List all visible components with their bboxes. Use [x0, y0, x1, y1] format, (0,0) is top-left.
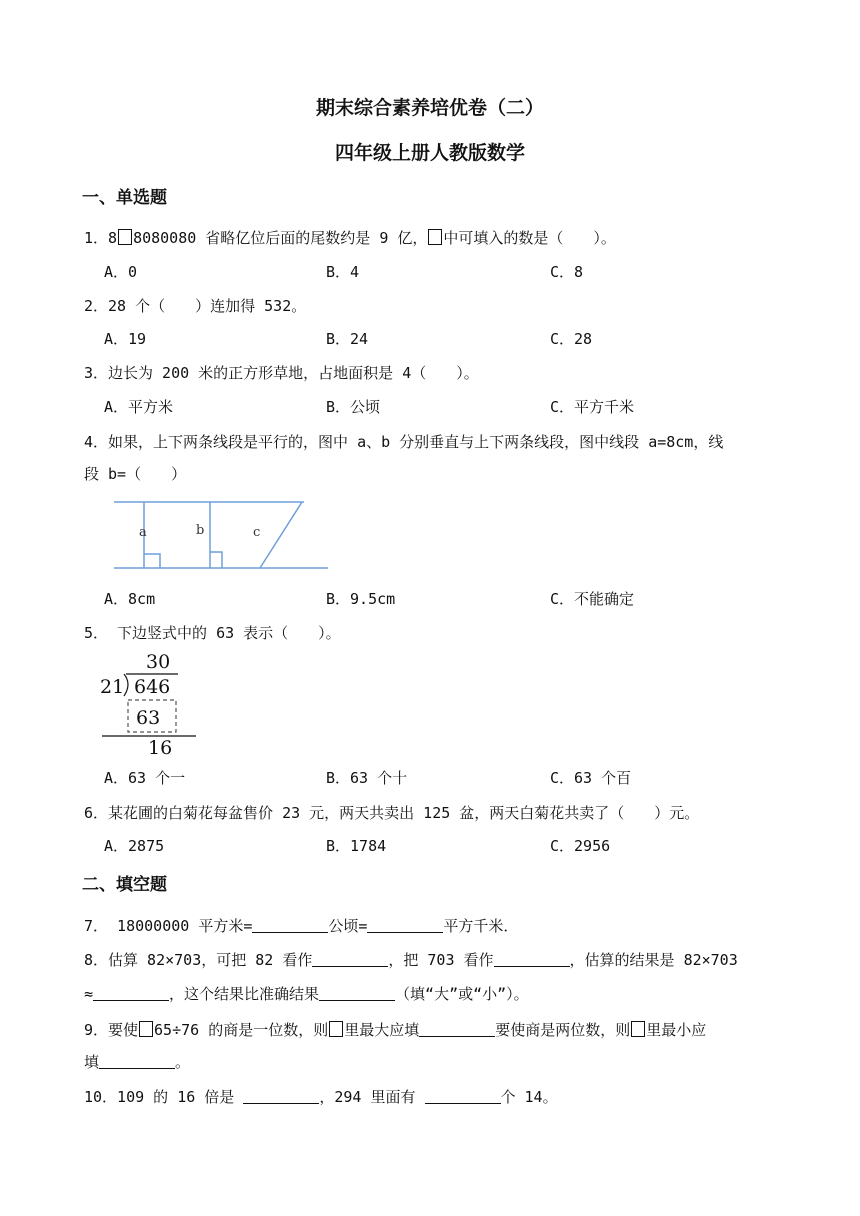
answer-blank[interactable] [425, 1088, 501, 1104]
answer-blank[interactable] [252, 917, 328, 933]
question-9-line2 [84, 1052, 190, 1072]
question-4-line2: 段 b=（ ） [84, 465, 187, 483]
answer-blank[interactable] [494, 951, 570, 967]
answer-blank[interactable] [93, 985, 169, 1001]
option-b[interactable]: B．1784 [326, 837, 387, 855]
option-b[interactable]: B．24 [326, 330, 369, 348]
question-text: 中可填入的数是（ ）。 [443, 229, 616, 247]
question-text: 10．109 的 16 倍是 [84, 1088, 244, 1106]
option-c[interactable]: C．2956 [550, 837, 611, 855]
question-text: ，把 703 看作 [388, 951, 494, 969]
question-text: ，294 里面有 [319, 1088, 425, 1106]
question-text: 。 [175, 1053, 191, 1071]
option-c[interactable]: C．28 [550, 330, 593, 348]
question-8-line2 [84, 984, 529, 1004]
question-text: 8．估算 82×703，可把 82 看作 [84, 951, 313, 969]
question-text: 9．要使 [84, 1021, 139, 1039]
option-a[interactable]: A．0 [104, 263, 138, 281]
label-c: c [253, 525, 261, 540]
blank-box [139, 1021, 153, 1037]
question-4-line1: 4．如果，上下两条线段是平行的，图中 a、b 分别垂直与上下两条线段，图中线段 a=8cm，线 [84, 433, 724, 451]
option-a[interactable]: A．2875 [104, 837, 165, 855]
option-a[interactable]: A．平方米 [104, 398, 174, 416]
remainder: 16 [148, 737, 173, 759]
question-1 [84, 228, 616, 248]
question-text: 要使商是两位数，则 [495, 1021, 631, 1039]
option-c[interactable]: C．平方千米 [550, 398, 635, 416]
option-a[interactable]: A．19 [104, 330, 147, 348]
answer-blank[interactable] [99, 1053, 175, 1069]
question-10 [84, 1087, 558, 1107]
question-3: 3．边长为 200 米的正方形草地，占地面积是 4（ ）。 [84, 364, 479, 382]
question-7 [84, 916, 518, 936]
label-b: b [196, 523, 205, 538]
option-b[interactable]: B．4 [326, 263, 360, 281]
question-2: 2．28 个（ ）连加得 532。 [84, 297, 307, 315]
page-subtitle: 四年级上册人教版数学 [334, 142, 525, 164]
question-text: ≈ [84, 985, 94, 1003]
answer-blank[interactable] [319, 985, 395, 1001]
question-text: 7． 18000000 平方米= [84, 917, 253, 935]
option-c[interactable]: C．8 [550, 263, 584, 281]
option-b[interactable]: B．9.5cm [326, 590, 396, 608]
question-text: ，这个结果比准确结果 [169, 985, 320, 1003]
option-c[interactable]: C．不能确定 [550, 590, 635, 608]
question-text: 填 [84, 1053, 100, 1071]
question-text: 公顷= [328, 917, 368, 935]
section-heading-fill-blank: 二、填空题 [82, 875, 167, 895]
option-b[interactable]: B．63 个十 [326, 769, 408, 787]
blank-box [118, 229, 132, 245]
answer-blank[interactable] [419, 1021, 495, 1037]
blank-box [428, 229, 442, 245]
question-9-line1 [84, 1020, 706, 1040]
quotient: 30 [146, 651, 171, 673]
option-a[interactable]: A．63 个一 [104, 769, 186, 787]
blank-box [631, 1021, 645, 1037]
page-title: 期末综合素养培优卷（二） [315, 97, 544, 119]
question-text: 65÷76 的商是一位数，则 [154, 1021, 329, 1039]
option-b[interactable]: B．公顷 [326, 398, 381, 416]
blank-box [329, 1021, 343, 1037]
question-text: 8080080 省略亿位后面的尾数约是 9 亿， [133, 229, 428, 247]
option-c[interactable]: C．63 个百 [550, 769, 632, 787]
long-division-figure [96, 648, 206, 760]
question-8-line1 [84, 950, 738, 970]
label-a: a [139, 525, 147, 540]
question-text: 里最小应 [646, 1021, 707, 1039]
answer-blank[interactable] [367, 917, 443, 933]
question-text: （填“大”或“小”）。 [395, 985, 529, 1003]
product-63: 63 [136, 707, 161, 729]
question-text: 里最大应填 [344, 1021, 420, 1039]
parallel-lines-figure [108, 494, 338, 574]
option-a[interactable]: A．8cm [104, 590, 156, 608]
section-heading-single-choice: 一、单选题 [82, 188, 167, 208]
question-text: ，估算的结果是 82×703 [569, 951, 738, 969]
divisor: 21 [100, 676, 125, 698]
question-text: 1．8 [84, 229, 118, 247]
dividend: 646 [134, 676, 171, 698]
question-text: 平方千米． [443, 917, 519, 935]
question-text: 个 14。 [500, 1088, 558, 1106]
question-5: 5． 下边竖式中的 63 表示（ ）。 [84, 624, 341, 642]
answer-blank[interactable] [312, 951, 388, 967]
answer-blank[interactable] [243, 1088, 319, 1104]
question-6: 6．某花圃的白菊花每盆售价 23 元，两天共卖出 125 盆，两天白菊花共卖了（ ）元。 [84, 804, 700, 822]
